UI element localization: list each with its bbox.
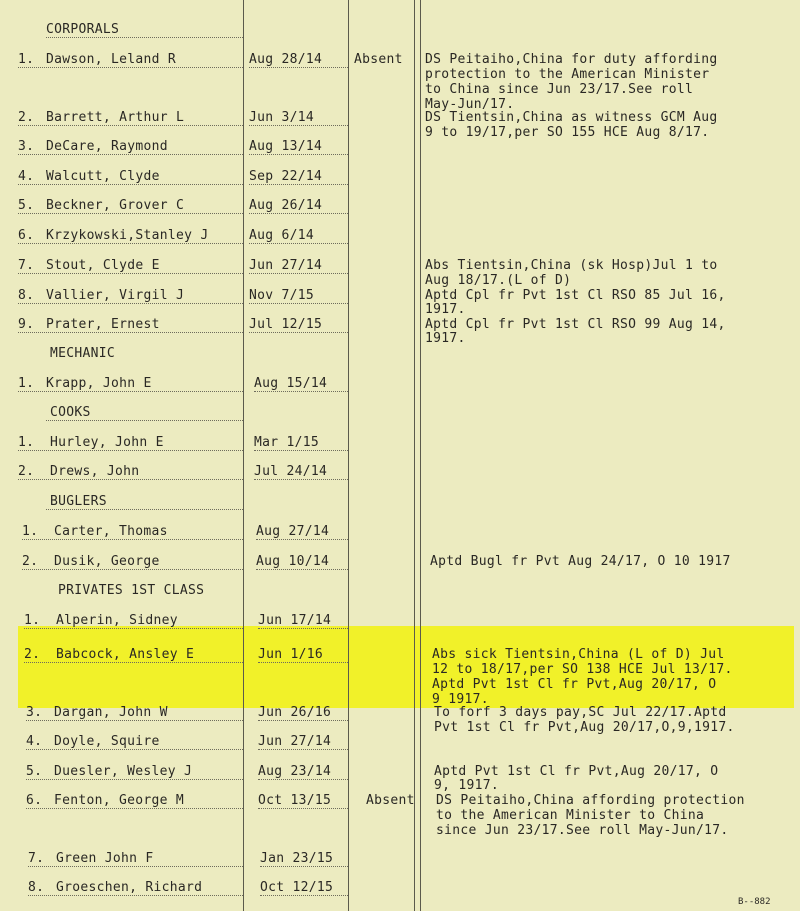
row-number: 5. — [18, 198, 35, 213]
row-date: Jan 23/15 — [260, 851, 334, 866]
row-number: 7. — [18, 258, 35, 273]
row-number: 6. — [26, 793, 43, 808]
row-remark: 9 1917. — [432, 692, 489, 707]
row-name: Dusik, George — [54, 554, 160, 569]
row-number: 2. — [18, 110, 35, 125]
row-remark: Aptd Bugl fr Pvt Aug 24/17, O 10 1917 — [430, 554, 731, 569]
row-remark: 1917. — [425, 331, 466, 346]
row-number: 3. — [26, 705, 43, 720]
row-name: Vallier, Virgil J — [46, 288, 185, 303]
row-number: 2. — [18, 464, 35, 479]
row-date: Jun 27/14 — [258, 734, 332, 749]
row-name: Drews, John — [50, 464, 140, 479]
row-date: Aug 6/14 — [249, 228, 315, 243]
row-date: Jul 12/15 — [249, 317, 323, 332]
row-number: 4. — [18, 169, 35, 184]
row-date: Jun 26/16 — [258, 705, 332, 720]
row-name: Fenton, George M — [54, 793, 185, 808]
row-date: Aug 23/14 — [258, 764, 332, 779]
row-remark: 9 to 19/17,per SO 155 HCE Aug 8/17. — [425, 125, 710, 140]
row-date: Aug 15/14 — [254, 376, 328, 391]
form-code: B--882 — [738, 897, 771, 907]
row-number: 1. — [18, 435, 35, 450]
row-remark: 9, 1917. — [434, 778, 500, 793]
row-number: 1. — [24, 613, 41, 628]
row-status: Absent — [354, 52, 403, 67]
row-name: Stout, Clyde E — [46, 258, 160, 273]
row-name: Green John F — [56, 851, 154, 866]
column-divider — [348, 0, 349, 911]
row-name: Walcutt, Clyde — [46, 169, 160, 184]
row-number: 4. — [26, 734, 43, 749]
row-date: Mar 1/15 — [254, 435, 320, 450]
row-remark: Aptd Cpl fr Pvt 1st Cl RSO 85 Jul 16, — [425, 288, 726, 303]
column-divider — [420, 0, 421, 911]
row-name: Krzykowski,Stanley J — [46, 228, 209, 243]
row-date: Aug 28/14 — [249, 52, 323, 67]
row-date: Sep 22/14 — [249, 169, 323, 184]
row-name: Duesler, Wesley J — [54, 764, 193, 779]
row-name: Dawson, Leland R — [46, 52, 177, 67]
row-remark: DS Peitaiho,China for duty affording — [425, 52, 718, 67]
row-date: Nov 7/15 — [249, 288, 315, 303]
row-date: Aug 10/14 — [256, 554, 330, 569]
row-number: 1. — [18, 52, 35, 67]
row-name: Dargan, John W — [54, 705, 168, 720]
row-date: Oct 13/15 — [258, 793, 332, 808]
row-number: 3. — [18, 139, 35, 154]
row-remark: 1917. — [425, 302, 466, 317]
row-number: 2. — [24, 647, 41, 662]
row-date: Aug 27/14 — [256, 524, 330, 539]
row-number: 7. — [28, 851, 45, 866]
row-date: Jun 1/16 — [258, 647, 324, 662]
row-name: Krapp, John E — [46, 376, 152, 391]
row-date: Aug 13/14 — [249, 139, 323, 154]
row-status: Absent — [366, 793, 415, 808]
row-date: Jun 17/14 — [258, 613, 332, 628]
row-remark: Abs Tientsin,China (sk Hosp)Jul 1 to — [425, 258, 718, 273]
row-remark: DS Peitaiho,China affording protection — [436, 793, 745, 808]
row-remark: 12 to 18/17,per SO 138 HCE Jul 13/17. — [432, 662, 733, 677]
row-remark: to the American Minister to China — [436, 808, 705, 823]
row-remark: since Jun 23/17.See roll May-Jun/17. — [436, 823, 729, 838]
row-number: 2. — [22, 554, 39, 569]
row-remark: Abs sick Tientsin,China (L of D) Jul — [432, 647, 725, 662]
row-name: Beckner, Grover C — [46, 198, 185, 213]
row-number: 9. — [18, 317, 35, 332]
row-name: Groeschen, Richard — [56, 880, 203, 895]
row-number: 8. — [18, 288, 35, 303]
row-remark: Aptd Pvt 1st Cl fr Pvt,Aug 20/17, O — [434, 764, 719, 779]
row-remark: Aug 18/17.(L of D) — [425, 273, 572, 288]
column-divider — [414, 0, 415, 911]
row-date: Jul 24/14 — [254, 464, 328, 479]
row-name: Carter, Thomas — [54, 524, 168, 539]
row-number: 8. — [28, 880, 45, 895]
column-divider — [243, 0, 244, 911]
row-name: Doyle, Squire — [54, 734, 160, 749]
row-name: Babcock, Ansley E — [56, 647, 195, 662]
row-name: DeCare, Raymond — [46, 139, 168, 154]
row-number: 5. — [26, 764, 43, 779]
row-remark: DS Tientsin,China as witness GCM Aug — [425, 110, 718, 125]
row-number: 1. — [22, 524, 39, 539]
row-date: Oct 12/15 — [260, 880, 334, 895]
row-remark: Aptd Cpl fr Pvt 1st Cl RSO 99 Aug 14, — [425, 317, 726, 332]
row-remark: To forf 3 days pay,SC Jul 22/17.Aptd — [434, 705, 727, 720]
row-number: 6. — [18, 228, 35, 243]
row-remark: to China since Jun 23/17.See roll — [425, 82, 694, 97]
row-name: Alperin, Sidney — [56, 613, 178, 628]
row-name: Hurley, John E — [50, 435, 164, 450]
row-date: Jun 3/14 — [249, 110, 315, 125]
row-date: Jun 27/14 — [249, 258, 323, 273]
row-number: 1. — [18, 376, 35, 391]
row-name: Barrett, Arthur L — [46, 110, 185, 125]
row-name: Prater, Ernest — [46, 317, 160, 332]
row-remark: Pvt 1st Cl fr Pvt,Aug 20/17,O,9,1917. — [434, 720, 735, 735]
row-remark: May-Jun/17. — [425, 97, 515, 112]
row-remark: protection to the American Minister — [425, 67, 710, 82]
row-date: Aug 26/14 — [249, 198, 323, 213]
roster-page: CORPORALS MECHANIC COOKS BUGLERS PRIVATES 1ST CLASS 1. Dawson, Leland R Aug 28/14 Absent DS Peitaiho,China for duty affording protection to the American Minister to China since Jun 23/17.See roll May-Jun/17. 2. Barrett, Arthur L Jun 3/14 DS Tientsin,China as witness GCM Aug 9 to 19/17,per SO 155 HCE Aug 8/17. 3. DeCare, Raymond Aug 13/14 4. Walcutt, Clyde Sep 22/14 5. Beckner, Grover C Aug 26/14 6. Krzykowski,Stanley J Aug 6/14 7. Stout, Clyde E Jun 27/14 Abs Tientsin,China (sk Hosp)Jul 1 to Aug 18/17.(L of D) 8. Vallier, Virgil J Nov 7/15 Aptd Cpl fr Pvt 1st Cl RSO 85 Jul 16, 1917. 9. Prater, Ernest Jul 12/15 Aptd Cpl fr Pvt 1st Cl RSO 99 Aug 14, 1917. 1. Krapp, John E Aug 15/14 1. Hurley, John E Mar 1/15 2. Drews, John Jul 24/14 1. Carter, Thomas Aug 27/14 2. Dusik, George Aug 10/14 Aptd Bugl fr Pvt Aug 24/17, O 10 1917 1. Alperin, Sidney Jun 17/14 2. Babcock, Ansley E Jun 1/16 Abs sick Tientsin,China (L of D) Jul 12 to 18/17,per SO 138 HCE Jul 13/17. Aptd Pvt 1st Cl fr Pvt,Aug 20/17, O 9 1917. 3. Dargan, John W Jun 26/16 To forf 3 days pay,SC Jul 22/17.Aptd Pvt 1st Cl fr Pvt,Aug 20/17,O,9,1917. 4. Doyle, Squire Jun 27/14 5. Duesler, Wesley J Aug 23/14 Aptd Pvt 1st Cl fr Pvt,Aug 20/17, O 9, 1917. 6. Fenton, George M Oct 13/15 Absent DS Peitaiho,China affording protection to the American Minister to China since Jun 23/17.See roll May-Jun/17. 7. Green John F Jan 23/15 8. Groeschen, Richard Oct 12/15 B--882 — [0, 0, 800, 911]
row-remark: Aptd Pvt 1st Cl fr Pvt,Aug 20/17, O — [432, 677, 717, 692]
